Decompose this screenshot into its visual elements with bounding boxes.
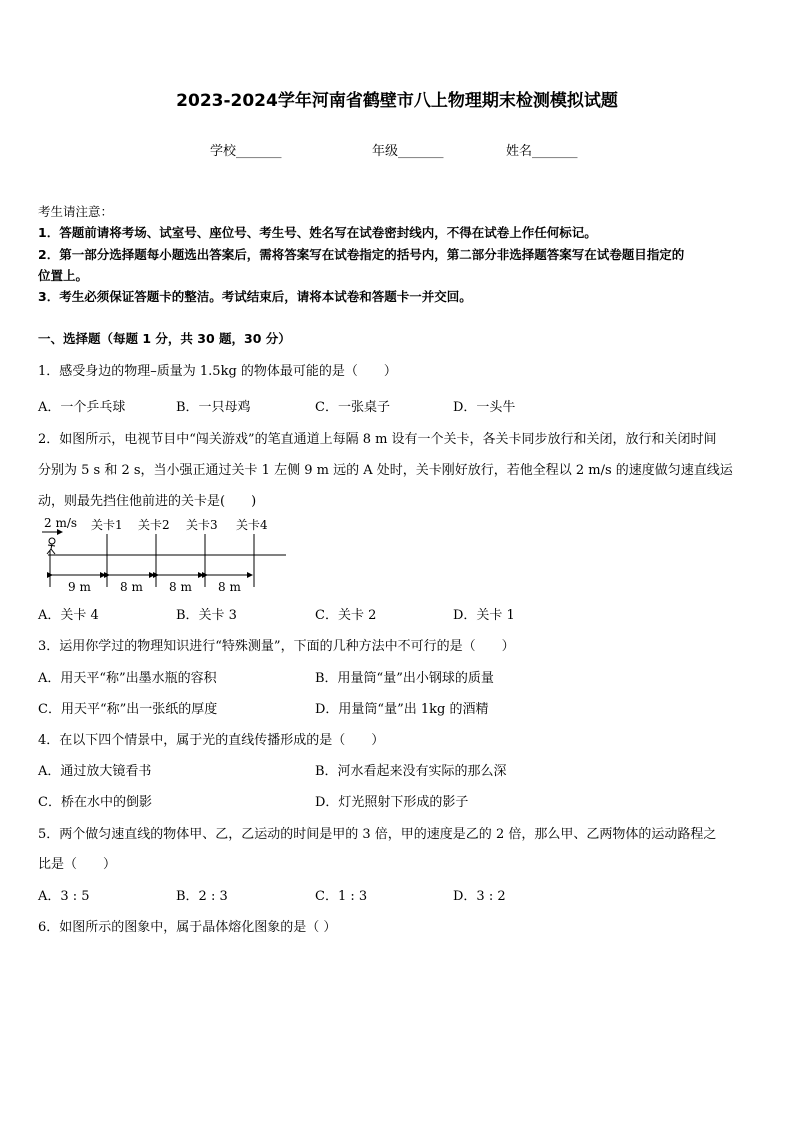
q1-stem: 1．感受身边的物理–质量为 1.5kg 的物体最可能的是（ ） xyxy=(38,364,397,379)
runner-icon xyxy=(47,538,55,554)
q2-stem-line-3: 动，则最先挡住他前进的关卡是( ) xyxy=(38,494,257,509)
q3-option-c[interactable]: C．用天平“称”出一张纸的厚度 xyxy=(38,702,218,717)
q2-gate-diagram xyxy=(36,512,296,598)
q3-option-b[interactable]: B．用量筒“量”出小钢球的质量 xyxy=(315,671,494,686)
q4-stem: 4．在以下四个情景中，属于光的直线传播形成的是（ ） xyxy=(38,733,385,748)
section-heading: 一、选择题（每题 1 分，共 30 题，30 分） xyxy=(38,331,291,346)
distance-label-1: 9 m xyxy=(68,580,91,594)
q3-stem: 3．运用你学过的物理知识进行“特殊测量”，下面的几种方法中不可行的是（ ） xyxy=(38,639,515,654)
q2-option-b[interactable]: B．关卡 3 xyxy=(176,608,237,623)
gate-4-label: 关卡4 xyxy=(236,518,268,532)
q2-option-c[interactable]: C．关卡 2 xyxy=(315,608,377,623)
gate-3-label: 关卡3 xyxy=(186,518,218,532)
q6-stem: 6．如图所示的图象中，属于晶体熔化图象的是（ ） xyxy=(38,920,337,935)
q5-stem-line-1: 5．两个做匀速直线的物体甲、乙，乙运动的时间是甲的 3 倍，甲的速度是乙的 2 倍，那么甲、乙两物体的运动路程之 xyxy=(38,827,717,842)
q2-stem-line-2: 分别为 5 s 和 2 s，当小强正通过关卡 1 左侧 9 m 远的 A 处时，关卡刚好放行，若他全程以 2 m/s 的速度做匀速直线运 xyxy=(38,463,733,478)
q4-option-a[interactable]: A．通过放大镜看书 xyxy=(38,764,152,779)
q4-option-b[interactable]: B．河水看起来没有实际的那么深 xyxy=(315,764,507,779)
q5-option-d[interactable]: D．3 : 2 xyxy=(453,889,506,904)
q3-option-a[interactable]: A．用天平“称”出墨水瓶的容积 xyxy=(38,671,217,686)
notice-item-2-cont: 位置上。 xyxy=(38,268,89,283)
speed-label: 2 m/s xyxy=(44,516,78,530)
gate-2-label: 关卡2 xyxy=(138,518,170,532)
q5-option-a[interactable]: A．3 : 5 xyxy=(38,889,90,904)
page-title: 2023-2024学年河南省鹤壁市八上物理期末检测模拟试题 xyxy=(176,91,618,111)
q2-stem-line-1: 2．如图所示，电视节目中“闯关游戏”的笔直通道上每隔 8 m 设有一个关卡，各关卡同步放行和关闭，放行和关闭时间 xyxy=(38,432,717,447)
notice-item-1: 1．答题前请将考场、试室号、座位号、考生号、姓名写在试卷密封线内，不得在试卷上作任何标记。 xyxy=(38,225,597,240)
q4-option-d[interactable]: D．灯光照射下形成的影子 xyxy=(315,795,469,810)
q2-option-a[interactable]: A．关卡 4 xyxy=(38,608,99,623)
distance-label-3: 8 m xyxy=(169,580,192,594)
q4-option-c[interactable]: C．桥在水中的倒影 xyxy=(38,795,152,810)
notice-heading: 考生请注意： xyxy=(38,204,114,219)
distance-label-4: 8 m xyxy=(218,580,241,594)
q1-option-d[interactable]: D．一头牛 xyxy=(453,400,516,415)
q1-option-a[interactable]: A．一个乒乓球 xyxy=(38,400,126,415)
q5-option-b[interactable]: B．2 : 3 xyxy=(176,889,228,904)
q1-option-c[interactable]: C．一张桌子 xyxy=(315,400,390,415)
notice-item-2: 2．第一部分选择题每小题选出答案后，需将答案写在试卷指定的括号内，第二部分非选择题答案写在试卷题目指定的 xyxy=(38,247,685,262)
q1-option-b[interactable]: B．一只母鸡 xyxy=(176,400,251,415)
gate-1-label: 关卡1 xyxy=(91,518,123,532)
school-field[interactable]: 学校_______ xyxy=(210,144,282,159)
name-field[interactable]: 姓名_______ xyxy=(506,144,578,159)
distance-label-2: 8 m xyxy=(120,580,143,594)
q5-option-c[interactable]: C．1 : 3 xyxy=(315,889,368,904)
grade-field[interactable]: 年级_______ xyxy=(372,144,444,159)
q5-stem-line-2: 比是（ ） xyxy=(38,857,117,872)
q3-option-d[interactable]: D．用量筒“量”出 1kg 的酒精 xyxy=(315,702,489,717)
notice-item-3: 3．考生必须保证答题卡的整洁。考试结束后，请将本试卷和答题卡一并交回。 xyxy=(38,289,472,304)
q2-option-d[interactable]: D．关卡 1 xyxy=(453,608,515,623)
